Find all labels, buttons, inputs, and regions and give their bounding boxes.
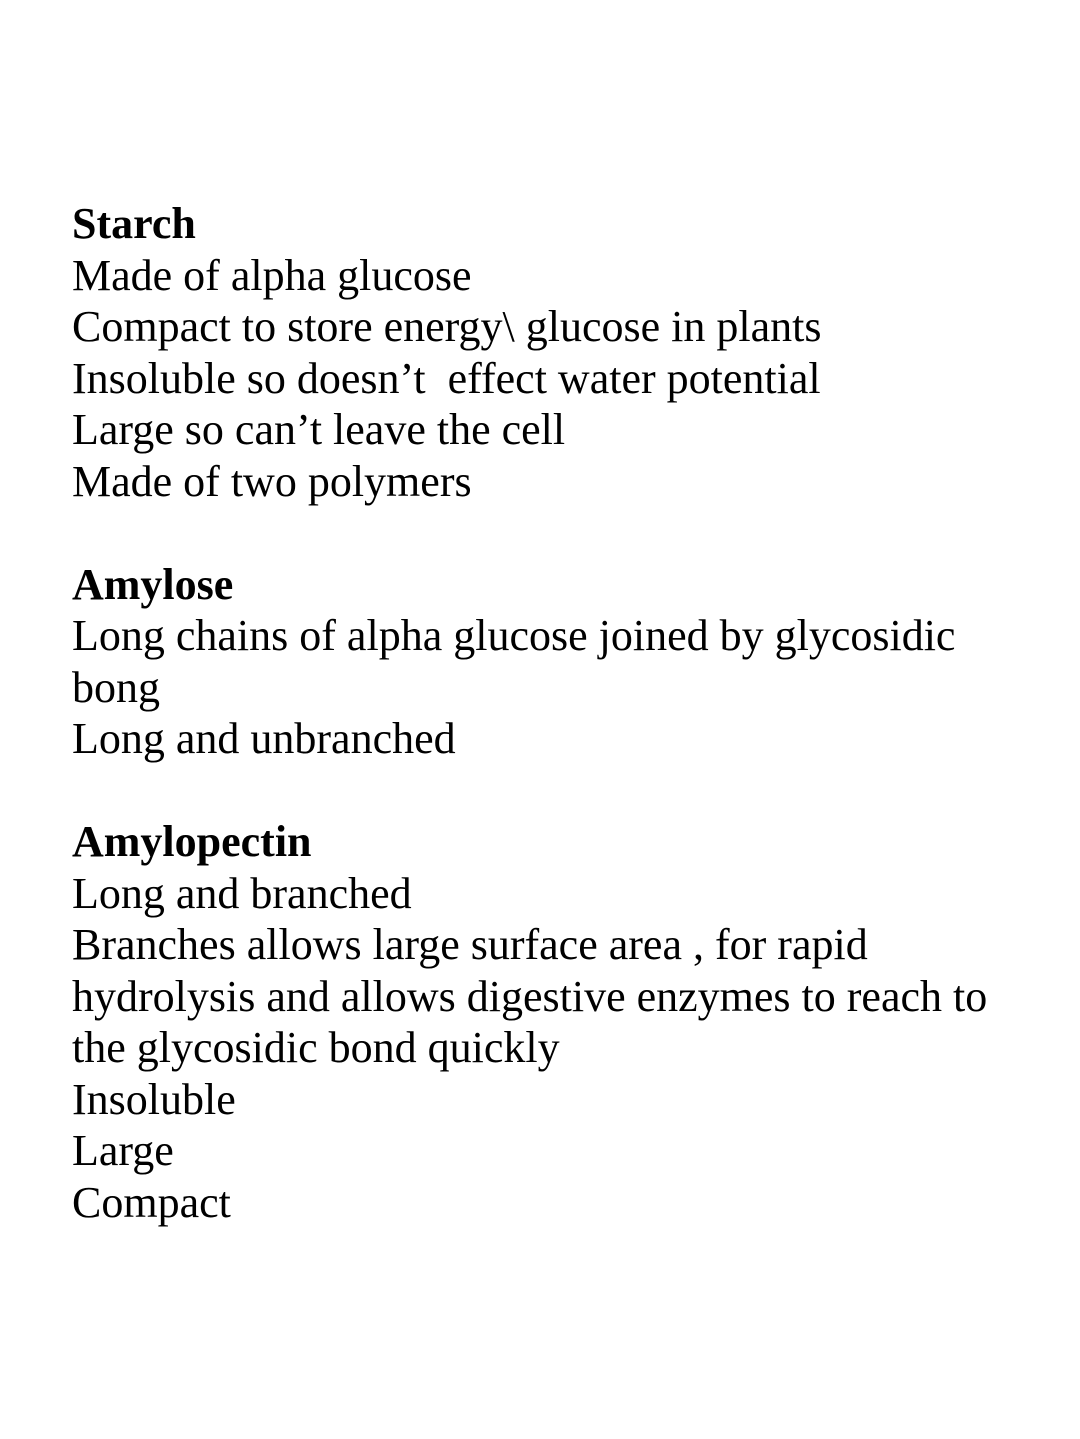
text-line: Insoluble so doesn’t effect water potential — [72, 353, 821, 403]
text-line: Made of alpha glucose — [72, 250, 472, 300]
text-line: Compact — [72, 1177, 231, 1227]
text-line: Long and branched — [72, 868, 412, 918]
section-heading: Amylose — [72, 559, 234, 609]
text-line: bong — [72, 662, 160, 712]
text-line: Long chains of alpha glucose joined by glycosidic — [72, 611, 956, 660]
section-heading: Starch — [72, 199, 196, 248]
text-line: hydrolysis and allows digestive enzymes to reach to — [72, 971, 988, 1021]
section-heading: Amylopectin — [72, 817, 312, 866]
text-line: Insoluble — [72, 1074, 236, 1124]
text-line: Compact to store energy\ glucose in plants — [72, 302, 822, 351]
text-line: the glycosidic bond quickly — [72, 1023, 560, 1072]
text-line: Branches allows large surface area , for rapid — [72, 920, 868, 969]
section-amylose — [72, 559, 1062, 765]
text-line: Made of two polymers — [72, 456, 472, 506]
text-line: Long and unbranched — [72, 714, 456, 763]
text-line: Large — [72, 1126, 174, 1175]
text-line: Large so can’t leave the cell — [72, 405, 566, 454]
document-body — [72, 198, 1062, 1228]
section-starch — [72, 198, 1062, 507]
section-amylopectin — [72, 816, 1062, 1228]
